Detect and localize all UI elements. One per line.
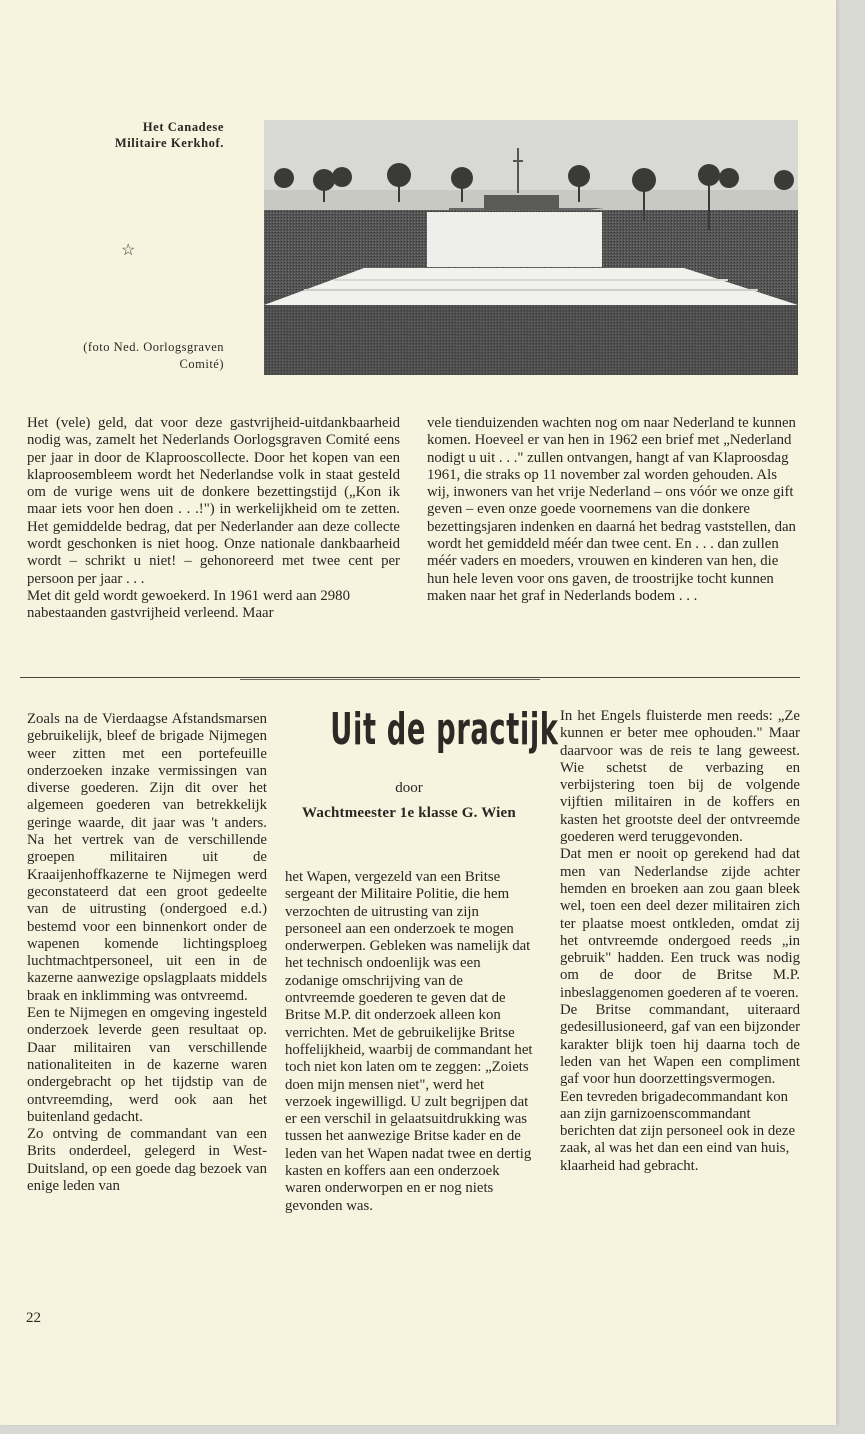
paragraph: In het Engels fluisterde men reeds: „Ze kunnen er beter mee ophouden." Maar daarvoor was de reis te lang geweest. Wie schetst de verbazing en verbijstering toen bij de volgende vijftien militairen in de koffers en kasten het grootste deel der ontvreemde goederen werd teruggevonden. xyxy=(560,708,800,846)
cemetery-photo-icon xyxy=(264,120,798,375)
photo-caption-title xyxy=(0,119,224,151)
page-number: 22 xyxy=(26,1310,41,1326)
byline-door: door xyxy=(395,780,423,796)
credit-line: Comité) xyxy=(179,357,224,371)
paragraph: het Wapen, vergezeld van een Britse sergeant der Militaire Politie, die hem verzochten de uitrusting van zijn personeel aan een onderzoek te mogen onderwerpen. Gebleken was namelijk dat het technisch ondoenlijk was een zodanige omschrijving van de ontvreemde goederen te geven dat de Britse M.P. dit onderzoek alleen kon verrichten. Met de gebruikelijke Britse hoffelijkheid, waarbij de commandant het toch niet kon laten om te zeggen: „Zoiets doen mijn mensen niet", werd het verzoek ingewilligd. U zult begrijpen dat er een verschil in gelaatsuitdrukking was tussen het aanwezige Britse kader en de leden van het Wapen nadat twee en dertig kasten en koffers aan een onderzoek waren onderworpen en er nog niets gevonden was. xyxy=(285,869,533,1214)
section-divider xyxy=(20,677,800,678)
caption-line: Militaire Kerkhof. xyxy=(114,136,224,150)
article-author: Wachtmeester 1e klasse G. Wien xyxy=(302,805,516,821)
article-column-right xyxy=(560,708,800,1175)
intro-column-right xyxy=(427,415,800,605)
intro-column-left xyxy=(27,415,400,623)
cemetery-photo xyxy=(264,120,798,375)
credit-line: (foto Ned. Oorlogsgraven xyxy=(83,340,224,354)
star-icon: ☆ xyxy=(121,242,136,259)
paragraph: Het (vele) geld, dat voor deze gastvrijheid-uitdankbaarheid nodig was, zamelt het Nederlands Oorlogsgraven Comité eens per jaar in door de Klaprooscollecte. Door het kopen van een klaproosembleem wordt het Nederlandse volk in staat gesteld om de vurige wens uit de donkere bezettingstijd („Kon ik maar iets voor hen doen . . .!") in werkelijkheid om te zetten. Het gemiddelde bedrag, dat per Nederlander aan deze collecte wordt geschonken is niet hoog. Onze nationale dankbaarheid wordt – schrikt u niet! – gehonoreerd met twee cent per persoon per jaar . . . xyxy=(27,415,400,587)
paragraph: Met dit geld wordt gewoekerd. In 1961 werd aan 2980 nabestaanden gastvrijheid verleend. Maar xyxy=(27,587,350,622)
caption-line: Het Canadese xyxy=(142,120,224,134)
paragraph: Zoals na de Vierdaagse Afstandsmarsen gebruikelijk, bleef de brigade Nijmegen weer zitten met een portefeuille onderzoeken inzake vermissingen van diverse goederen. Zijn dit over het algemeen goederen van betrekkelijk geringe waarde, dit jaar was 't anders. Na het vertrek van de verschillende groepen militairen uit de Kraaijenhoffkazerne te Nijmegen werd geconstateerd dat een groot gedeelte van de uitrusting (ondergoed e.d.) bestemd voor een binnenkort onder de wapenen komende lichtingsploeg luchtmachtpersoneel, uit een in de kazerne aanwezige opslagplaats middels braak en inklimming was ontvreemd. xyxy=(27,711,267,1004)
photo-credit xyxy=(0,339,224,373)
article-column-left xyxy=(27,711,267,1195)
paragraph: Een te Nijmegen en omgeving ingesteld onderzoek leverde geen resultaat op. Daar militairen van verschillende nationaliteiten in de kazerne waren ondergebracht op het tijdstip van de ontvreemding, werd ook aan het buitenland gedacht. xyxy=(27,1005,267,1125)
article-title: Uit de practijk xyxy=(330,704,559,755)
article-column-middle xyxy=(285,869,533,1215)
paragraph: vele tienduizenden wachten nog om naar Nederland te kunnen komen. Hoeveel er van hen in 1962 een brief met „Nederland nodigt u uit . . ." zullen ontvangen, hangt af van Klaproosdag 1961, die straks op 11 november zal worden gehouden. Als wij, inwoners van het vrije Nederland – ons vóór we onze gift geven – even onze goede voornemens van die donkere bezettingsjaren indenken en daarná het bedrag vaststellen, dan wordt het gemiddeld méér dan twee cent. En . . . dan zullen méér vaders en moeders, vrouwen en kinderen van hen, die hun hele leven voor ons gaven, de troostrijke tocht kunnen maken naar het graf in Nederlands bodem . . . xyxy=(427,415,796,604)
paragraph: Een tevreden brigadecommandant kon aan zijn garnizoenscommandant berichten dat zijn personeel ook in deze zaak, al was het dan een eind van huis, klaarheid had gebracht. xyxy=(560,1088,796,1174)
paragraph: De Britse commandant, uiteraard gedesillusioneerd, gaf van een bijzonder karakter blijk toen hij daarna toch de leden van het Wapen een compliment gaf voor hun doorzettingsvermogen. xyxy=(560,1002,800,1088)
paragraph: Dat men er nooit op gerekend had dat men van Nederlandse zijde achter hemden en broeken aan zou gaan bleek wel, toen een deel dezer militairen zich ter plaatse moest ontkleden, omdat zij het ontvreemde ondergoed reeds „in gebruik" hadden. Een truck was nodig om de door de Britse M.P. inbeslaggenomen goederen af te voeren. xyxy=(560,846,800,1001)
paragraph: Zo ontving de commandant van een Brits onderdeel, gelegerd in West-Duitsland, op een goede dag bezoek van enige leden van xyxy=(27,1126,267,1195)
section-divider-inner xyxy=(240,679,540,680)
